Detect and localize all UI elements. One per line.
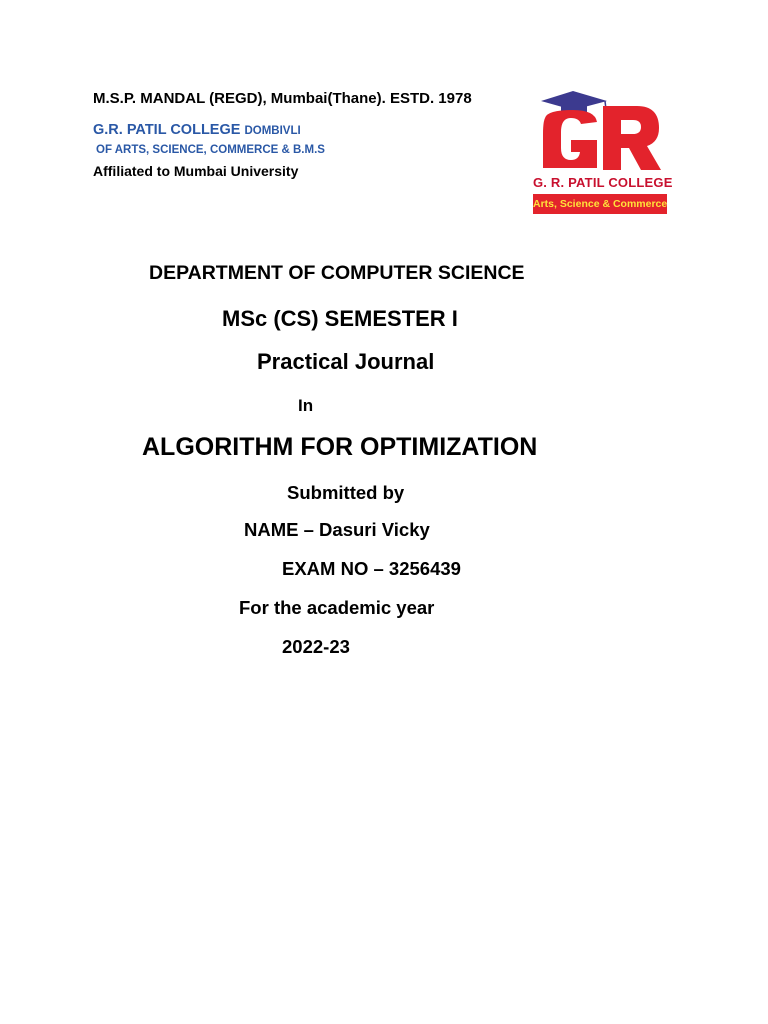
college-logo-emblem (533, 88, 667, 176)
college-name: G.R. PATIL COLLEGE (93, 122, 241, 138)
mandal-heading: M.S.P. MANDAL (REGD), Mumbai(Thane). ESTD. 1978 (93, 90, 472, 107)
in-label: In (298, 396, 314, 415)
academic-year: 2022-23 (282, 636, 350, 657)
logo-tagline: Arts, Science & Commerce (533, 194, 667, 214)
college-affiliation: Affiliated to Mumbai University (93, 163, 299, 179)
college-logo (533, 88, 673, 215)
logo-college-name: G. R. PATIL COLLEGE (533, 175, 673, 190)
college-faculties: OF ARTS, SCIENCE, COMMERCE & B.M.S (96, 144, 325, 156)
submitted-by-label: Submitted by (287, 482, 405, 503)
journal-title: Practical Journal (257, 349, 435, 374)
student-name: NAME – Dasuri Vicky (244, 519, 430, 540)
academic-year-label: For the academic year (239, 597, 435, 618)
semester-heading: MSc (CS) SEMESTER I (222, 306, 458, 331)
college-name-line (93, 122, 301, 138)
college-location: DOMBIVLI (244, 125, 301, 137)
department-heading: DEPARTMENT OF COMPUTER SCIENCE (149, 262, 525, 284)
exam-number: EXAM NO – 3256439 (282, 558, 461, 579)
subject-title: ALGORITHM FOR OPTIMIZATION (142, 433, 538, 461)
